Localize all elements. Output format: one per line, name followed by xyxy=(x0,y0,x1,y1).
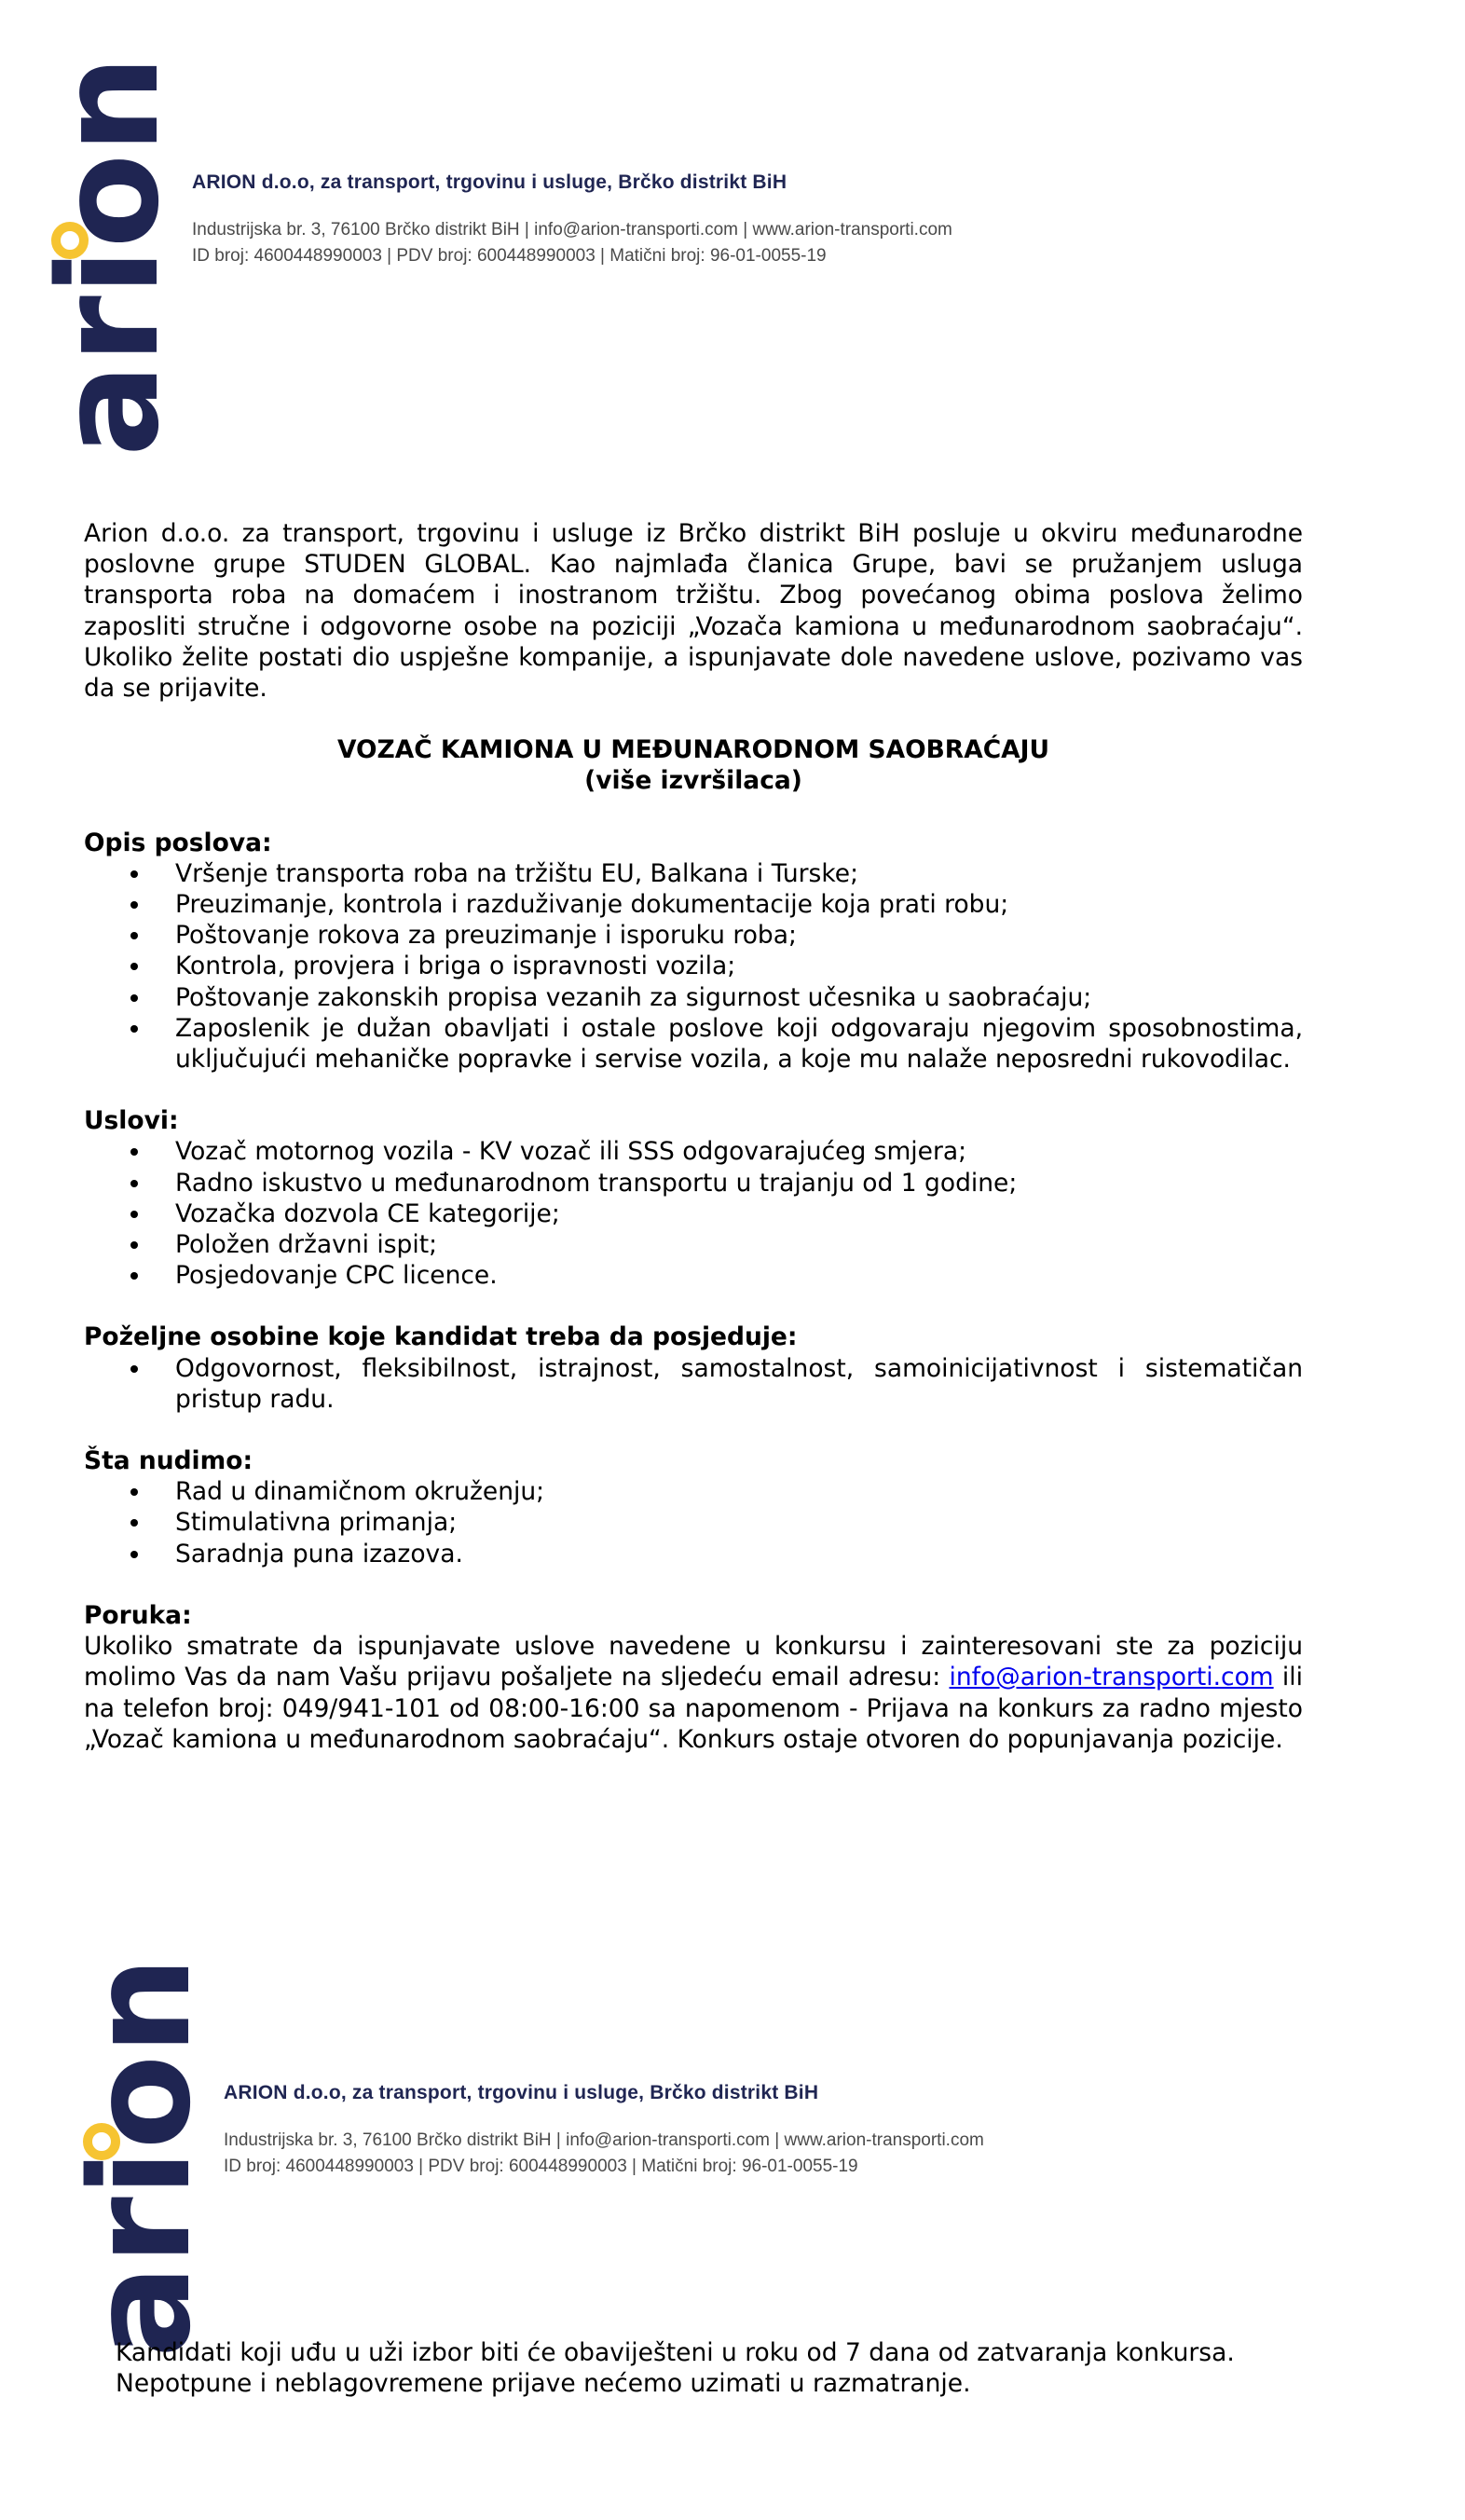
job-title-text: VOZAČ KAMIONA U MEĐUNARODNOM SAOBRAĆAJU xyxy=(336,735,1050,765)
section-title-poruka: Poruka: xyxy=(84,1600,192,1630)
list-item: Radno iskustvo u međunarodnom transportu u trajanju od 1 godine; xyxy=(84,1168,1303,1198)
letterhead-company: ARION d.o.o, za transport, trgovinu i usluge, Brčko distrikt BiH xyxy=(192,171,787,193)
letterhead-ids: ID broj: 4600448990003 | PDV broj: 600448990003 | Matični broj: 96-01-0055-19 xyxy=(224,2157,858,2176)
list-item: Vozač motornog vozila - KV vozač ili SSS odgovarajućeg smjera; xyxy=(84,1136,1303,1167)
footer-line-1: Kandidati koji uđu u uži izbor biti će obaviješteni u roku od 7 dana od zatvaranja konkursa. xyxy=(116,2338,1235,2367)
poruka-text-before: Ukoliko smatrate da ispunjavate uslove navedene u konkursu i zainteresovani ste za poziciju molimo Vas da nam Vašu prijavu pošaljete na sljedeću email adresu: xyxy=(84,1632,1303,1692)
list-item: Vršenje transporta roba na tržištu EU, Balkana i Turske; xyxy=(84,858,1303,889)
list-item: Stimulativna primanja; xyxy=(84,1507,1303,1538)
intro-paragraph: Arion d.o.o. za transport, trgovinu i usluge iz Brčko distrikt BiH posluje u okviru međunarodne poslovne grupe STUDEN GLOBAL. Kao najmlađa članica Grupe, bavi se pružanjem usluga transporta roba na domaćem i inostranom tržištu. Zbog povećanog obima poslova želimo zaposliti stručne i odgovorne osobe na poziciji „Vozača kamiona u međunarodnom saobraćaju“. Ukoliko želite postati dio uspješne kompanije, a ispunjavate dole navedene uslove, pozivamo vas da se prijavite. xyxy=(84,519,1303,704)
list-opis xyxy=(84,858,1303,1075)
arion-logo xyxy=(29,0,189,466)
list-item: Saradnja puna izazova. xyxy=(84,1539,1303,1569)
list-uslovi xyxy=(84,1136,1303,1291)
footer-line-2: Nepotpune i neblagovremene prijave nećemo uzimati u razmatranje. xyxy=(116,2369,971,2399)
job-subtitle: (više izvršilaca) xyxy=(584,766,802,796)
list-item: Preuzimanje, kontrola i razduživanje dokumentacije koja prati robu; xyxy=(84,889,1303,920)
list-item: Vozačka dozvola CE kategorije; xyxy=(84,1198,1303,1229)
list-item: Zaposlenik je dužan obavljati i ostale poslove koji odgovaraju njegovim sposobnostima, uključujući mehaničke popravke i servise vozila, a koje mu nalaže neposredni rukovodilac. xyxy=(84,1013,1303,1075)
list-nudimo xyxy=(84,1476,1303,1569)
list-item: Poštovanje zakonskih propisa vezanih za sigurnost učesnika u saobraćaju; xyxy=(84,982,1303,1013)
logo-wordmark: arion xyxy=(29,55,189,457)
letterhead-address: Industrijska br. 3, 76100 Brčko distrikt BiH | info@arion-transporti.com | www.arion-transporti.com xyxy=(192,220,952,240)
section-title-uslovi: Uslovi: xyxy=(84,1106,179,1136)
job-title xyxy=(84,734,1303,796)
poruka-text-after: ili na telefon broj: 049/941-101 od 08:00-16:00 sa napomenom - Prijava na konkurs za radno mjesto „Vozač kamiona u međunarodnom saobraćaju“. Konkurs ostaje otvoren do popunjavanja pozicije. xyxy=(84,1663,1303,1754)
letterhead-address: Industrijska br. 3, 76100 Brčko distrikt BiH | info@arion-transporti.com | www.arion-transporti.com xyxy=(224,2130,984,2150)
section-title-nudimo: Šta nudimo: xyxy=(84,1446,253,1476)
logo-wordmark: arion xyxy=(61,1956,221,2358)
list-item: Položen državni ispit; xyxy=(84,1229,1303,1260)
list-item: Odgovornost, fleksibilnost, istrajnost, samostalnost, samoinicijativnost i sistematičan pristup radu. xyxy=(84,1353,1303,1415)
job-posting xyxy=(84,518,1303,1755)
letterhead-ids: ID broj: 4600448990003 | PDV broj: 600448990003 | Matični broj: 96-01-0055-19 xyxy=(192,246,827,266)
email-link[interactable]: info@arion-transporti.com xyxy=(949,1663,1274,1692)
footer-notes xyxy=(116,2337,1336,2399)
list-item: Posjedovanje CPC licence. xyxy=(84,1260,1303,1291)
letterhead-company: ARION d.o.o, za transport, trgovinu i usluge, Brčko distrikt BiH xyxy=(224,2082,819,2103)
letterhead-top xyxy=(192,171,952,268)
section-title-opis: Opis poslova: xyxy=(84,828,272,857)
list-item: Kontrola, provjera i briga o ispravnosti vozila; xyxy=(84,951,1303,981)
section-title-osobine: Poželjne osobine koje kandidat treba da posjeduje: xyxy=(84,1322,798,1352)
arion-logo-bottom xyxy=(61,1901,221,2367)
poruka-paragraph xyxy=(84,1631,1303,1755)
letterhead-bottom xyxy=(224,2082,984,2179)
list-osobine xyxy=(84,1353,1303,1415)
list-item: Poštovanje rokova za preuzimanje i isporuku roba; xyxy=(84,920,1303,951)
list-item: Rad u dinamičnom okruženju; xyxy=(84,1476,1303,1507)
